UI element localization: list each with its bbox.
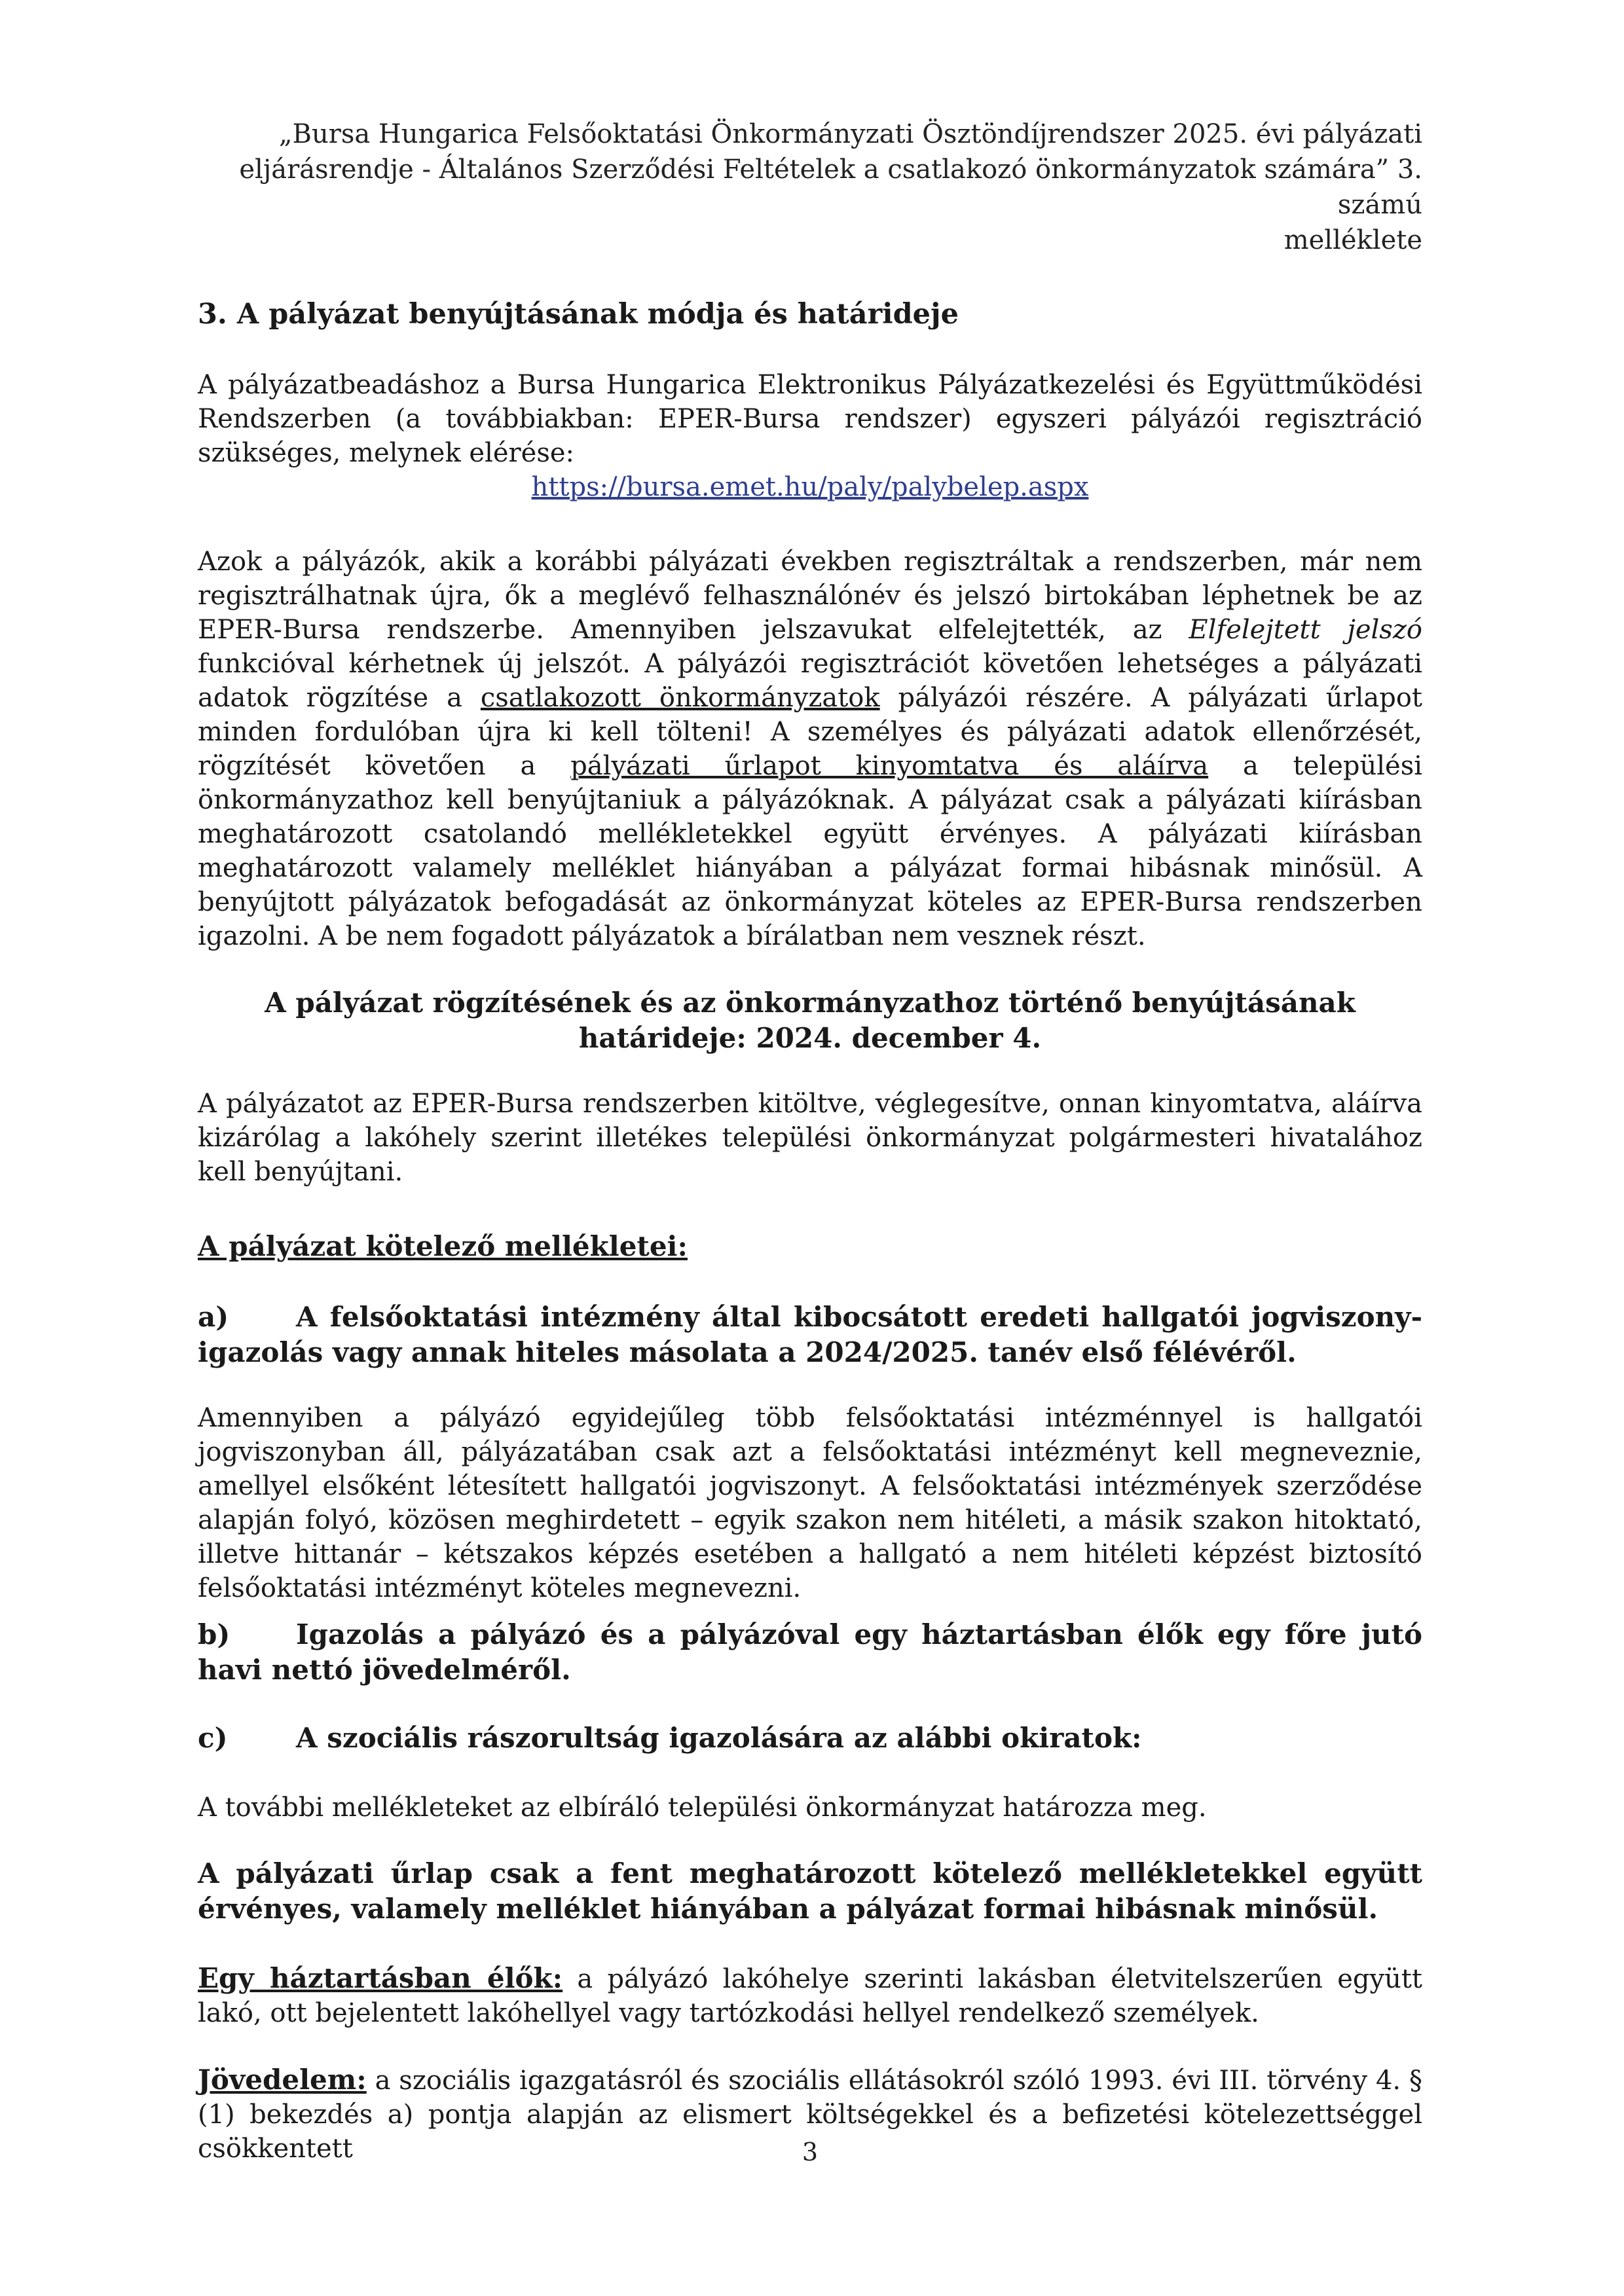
registration-text-2: funkcióval kérhetnek új jelszót. A pályázói regisztrációt követően lehetséges a pályázati adatok rögzítése a <box>198 649 1422 713</box>
further-attachments: A további mellékleteket az elbíráló települési önkormányzat határozza meg. <box>198 1793 1207 1823</box>
attachment-b <box>198 1617 1422 1688</box>
page-number: 3 <box>802 2138 819 2166</box>
joined-municipalities-term: csatlakozott önkormányzatok <box>480 683 880 713</box>
section-title: 3. A pályázat benyújtásának módja és határideje <box>198 298 959 331</box>
validity-block <box>198 1856 1422 1927</box>
registration-block <box>198 545 1422 953</box>
income-text: a szociális igazgatásról és szociális ellátásokról szóló 1993. évi III. törvény 4. § (1) bekezdés a) pontja alapján az elismert költségekkel és a befizetési kötelezettséggel csökkentett <box>198 2066 1422 2164</box>
intro-paragraph: A pályázatbeadáshoz a Bursa Hungarica Elektronikus Pályázatkezelési és Együttműködési Rendszerben (a továbbiakban: EPER-Bursa rendszer) egyszeri pályázói regisztráció szükséges, melynek elérése: <box>198 370 1422 468</box>
registration-text-3: pályázói részére. A pályázati űrlapot minden fordulóban újra ki kell tölteni! A személyes és pályázati adatok ellenőrzését, rögzítését követően a <box>198 683 1423 781</box>
eper-link[interactable]: https://bursa.emet.hu/paly/palybelep.aspx <box>531 472 1089 502</box>
deadline-heading <box>198 985 1422 1056</box>
printed-signed-form-term: pályázati űrlapot kinyomtatva és aláírva <box>570 751 1209 781</box>
attachment-b-letter: b) <box>198 1618 231 1650</box>
attachment-a-detail-block <box>198 1401 1422 1605</box>
link-line <box>198 470 1422 504</box>
submission-paragraph: A pályázatot az EPER-Bursa rendszerben kitöltve, véglegesítve, onnan kinyomtatva, aláírva kizárólag a lakóhely szerint illetékes települési önkormányzat polgármesteri hivatalához kell benyújtani. <box>198 1089 1422 1187</box>
intro-block <box>198 368 1422 504</box>
attachment-b-text: Igazolás a pályázó és a pályázóval egy háztartásban élők egy főre jutó havi nettó jövedelméről. <box>198 1618 1422 1686</box>
registration-text-4: a települési önkormányzathoz kell benyújtaniuk a pályázóknak. A pályázat csak a pályázati kiírásban meghatározott csatolandó mellékletekkel együtt érvényes. A pályázati kiírásban meghatározott valamely melléklet hiányában a pályázat formai hibásnak minősül. A benyújtott pályázatok befogadását az önkormányzat köteles az EPER-Bursa rendszerben igazolni. A be nem fogadott pályázatok a bírálatban nem vesznek részt. <box>198 751 1423 951</box>
forgotten-password-term: Elfelejtett jelszó <box>1189 615 1422 645</box>
header-line-1: „Bursa Hungarica Felsőoktatási Önkormányzati Ösztöndíjrendszer 2025. évi pályázati <box>278 119 1422 149</box>
header-line-2: eljárásrendje - Általános Szerződési Feltételek a csatlakozó önkormányzatok számára” 3. számú <box>239 155 1422 220</box>
attachment-a-text: A felsőoktatási intézmény által kibocsátott eredeti hallgatói jogviszony-igazolás vagy annak hiteles másolata a 2024/2025. tanév első félévéről. <box>198 1301 1422 1368</box>
household-definition <box>198 1961 1422 2030</box>
attachments-heading-block <box>198 1229 1422 1264</box>
household-definition-block <box>198 1961 1422 2030</box>
attachment-c-text: A szociális rászorultság igazolására az alábbi okiratok: <box>296 1722 1142 1754</box>
validity-text: A pályázati űrlap csak a fent meghatározott kötelező mellékletekkel együtt érvényes, valamely melléklet hiányában a pályázat formai hibásnak minősül. <box>198 1857 1422 1925</box>
document-header <box>198 117 1422 258</box>
registration-paragraph <box>198 545 1422 953</box>
household-text: a pályázó lakóhelye szerinti lakásban életvitelszerűen együtt lakó, ott bejelentett lakóhellyel vagy tartózkodási hellyel rendelkező személyek. <box>198 1964 1422 2028</box>
attachment-c <box>198 1721 1422 1756</box>
attachments-heading: A pályázat kötelező mellékletei: <box>198 1230 688 1262</box>
income-term: Jövedelem: <box>198 2064 367 2096</box>
attachment-a-detail: Amennyiben a pályázó egyidejűleg több felsőoktatási intézménnyel is hallgatói jogviszonyban áll, pályázatában csak azt a felsőoktatási intézményt kell megneveznie, amellyel elsőként létesített hallgatói jogviszonyt. A felsőoktatási intézmények szerződése alapján folyó, közösen meghirdetett – egyik szakon nem hitéleti, a másik szakon hitoktató, illetve hittanár – kétszakos képzés esetében a hallgató a nem hitéleti képzést biztosító felsőoktatási intézményt köteles megnevezni. <box>198 1403 1422 1603</box>
header-line-3: melléklete <box>1283 225 1422 255</box>
further-attachments-block <box>198 1791 1422 1825</box>
attachment-c-letter: c) <box>198 1722 228 1754</box>
registration-text-1: Azok a pályázók, akik a korábbi pályázati években regisztráltak a rendszerben, már nem regisztrálhatnak újra, ők a meglévő felhasználónév és jelszó birtokában léphetnek be az EPER-Bursa rendszerbe. Amennyiben jelszavukat elfelejtették, az <box>198 547 1422 645</box>
submission-block <box>198 1087 1422 1189</box>
attachment-a-letter: a) <box>198 1301 229 1333</box>
deadline-line-2: határideje: 2024. december 4. <box>578 1022 1042 1054</box>
document-page <box>198 0 1422 2296</box>
household-term: Egy háztartásban élők: <box>198 1962 563 1994</box>
attachment-a <box>198 1300 1422 1370</box>
deadline-line-1: A pályázat rögzítésének és az önkormányzathoz történő benyújtásának <box>265 987 1356 1019</box>
